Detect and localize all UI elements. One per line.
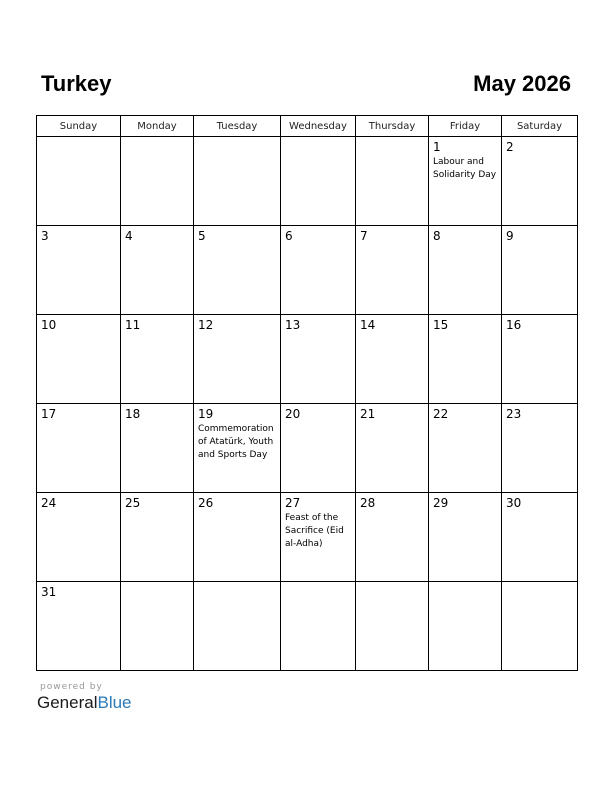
day-cell xyxy=(429,315,502,404)
day-cell xyxy=(194,404,281,493)
day-cell xyxy=(502,493,578,582)
day-number: 5 xyxy=(198,229,206,243)
weekday-header: Friday xyxy=(429,116,502,137)
day-number: 27 xyxy=(285,496,301,510)
calendar-grid xyxy=(36,115,578,671)
day-number: 15 xyxy=(433,318,449,332)
day-number: 19 xyxy=(198,407,214,421)
holiday-label xyxy=(429,511,501,512)
day-cell xyxy=(194,315,281,404)
day-cell xyxy=(429,582,502,671)
holiday-label xyxy=(194,333,280,334)
holiday-label xyxy=(194,511,280,512)
holiday-label xyxy=(194,140,280,141)
day-cell xyxy=(281,315,356,404)
brand-name-part1: General xyxy=(37,693,98,712)
day-cell xyxy=(121,137,194,226)
day-number: 16 xyxy=(506,318,522,332)
week-row xyxy=(37,226,578,315)
week-row xyxy=(37,137,578,226)
holiday-label xyxy=(37,333,120,334)
holiday-label xyxy=(281,333,355,334)
day-cell xyxy=(429,226,502,315)
day-number: 13 xyxy=(285,318,301,332)
holiday-label xyxy=(356,244,428,245)
holiday-label xyxy=(429,585,501,586)
day-cell xyxy=(502,582,578,671)
holiday-label xyxy=(281,585,355,586)
day-number: 25 xyxy=(125,496,141,510)
day-number: 8 xyxy=(433,229,441,243)
day-number: 14 xyxy=(360,318,376,332)
holiday-label xyxy=(502,244,577,245)
holiday-label xyxy=(502,422,577,423)
day-cell xyxy=(37,582,121,671)
holiday-label xyxy=(121,511,193,512)
holiday-label xyxy=(429,422,501,423)
day-cell xyxy=(121,226,194,315)
weekday-header: Tuesday xyxy=(194,116,281,137)
day-number: 21 xyxy=(360,407,376,421)
day-number: 1 xyxy=(433,140,441,154)
day-number: 4 xyxy=(125,229,133,243)
day-number: 23 xyxy=(506,407,522,421)
holiday-label xyxy=(502,585,577,586)
holiday-label xyxy=(356,422,428,423)
holiday-label xyxy=(502,511,577,512)
week-row xyxy=(37,582,578,671)
weekday-header: Monday xyxy=(121,116,194,137)
day-number: 24 xyxy=(41,496,57,510)
day-number: 28 xyxy=(360,496,376,510)
day-cell xyxy=(502,315,578,404)
holiday-label xyxy=(194,585,280,586)
day-cell xyxy=(281,404,356,493)
holiday-label xyxy=(37,511,120,512)
holiday-label xyxy=(502,333,577,334)
brand-name-part2: Blue xyxy=(97,693,132,712)
day-cell xyxy=(356,404,429,493)
day-cell xyxy=(281,493,356,582)
day-cell xyxy=(502,404,578,493)
holiday-label xyxy=(121,244,193,245)
holiday-label xyxy=(121,333,193,334)
holiday-label: Labour and Solidarity Day xyxy=(433,157,497,180)
day-cell xyxy=(37,404,121,493)
week-row xyxy=(37,404,578,493)
day-cell xyxy=(356,315,429,404)
day-number: 2 xyxy=(506,140,514,154)
holiday-label xyxy=(356,511,428,512)
holiday-label: Feast of the Sacrifice (Eid al-Adha) xyxy=(285,513,344,549)
day-number: 10 xyxy=(41,318,57,332)
day-cell xyxy=(281,226,356,315)
day-cell xyxy=(121,493,194,582)
weekday-header: Sunday xyxy=(37,116,121,137)
holiday-label xyxy=(281,244,355,245)
weekday-header: Wednesday xyxy=(281,116,356,137)
day-cell xyxy=(37,315,121,404)
holiday-label xyxy=(37,422,120,423)
holiday-label xyxy=(281,422,355,423)
day-cell xyxy=(121,315,194,404)
holiday-label xyxy=(356,333,428,334)
day-cell xyxy=(356,493,429,582)
day-number: 29 xyxy=(433,496,449,510)
holiday-label xyxy=(502,155,577,156)
day-cell xyxy=(429,493,502,582)
month-title: May 2026 xyxy=(473,71,571,96)
holiday-label xyxy=(37,140,120,141)
day-number: 30 xyxy=(506,496,522,510)
day-cell xyxy=(194,226,281,315)
country-title: Turkey xyxy=(41,71,112,96)
day-number: 9 xyxy=(506,229,514,243)
day-number: 22 xyxy=(433,407,449,421)
holiday-label xyxy=(356,140,428,141)
day-cell xyxy=(356,226,429,315)
day-number: 11 xyxy=(125,318,141,332)
day-number: 17 xyxy=(41,407,57,421)
holiday-label xyxy=(194,244,280,245)
powered-by-text: powered by xyxy=(40,682,103,692)
day-number: 20 xyxy=(285,407,301,421)
day-cell xyxy=(121,582,194,671)
day-cell xyxy=(502,226,578,315)
day-cell xyxy=(281,582,356,671)
day-cell xyxy=(37,493,121,582)
day-number: 3 xyxy=(41,229,49,243)
day-cell xyxy=(37,226,121,315)
day-number: 6 xyxy=(285,229,293,243)
day-cell xyxy=(194,137,281,226)
week-row xyxy=(37,315,578,404)
holiday-label xyxy=(429,244,501,245)
day-cell xyxy=(194,582,281,671)
day-cell xyxy=(356,582,429,671)
day-number: 31 xyxy=(41,585,57,599)
day-cell xyxy=(37,137,121,226)
holiday-label: Commemoration of Atatürk, Youth and Sports Day xyxy=(198,424,274,460)
day-cell xyxy=(121,404,194,493)
day-cell xyxy=(502,137,578,226)
day-cell xyxy=(281,137,356,226)
holiday-label xyxy=(356,585,428,586)
day-number: 26 xyxy=(198,496,214,510)
holiday-label xyxy=(281,140,355,141)
day-number: 12 xyxy=(198,318,214,332)
holiday-label xyxy=(121,422,193,423)
holiday-label xyxy=(121,140,193,141)
weekday-header-row xyxy=(37,116,578,137)
day-number: 18 xyxy=(125,407,141,421)
brand-logo[interactable] xyxy=(37,693,132,713)
holiday-label xyxy=(37,600,120,601)
day-number: 7 xyxy=(360,229,368,243)
holiday-label xyxy=(121,585,193,586)
weekday-header: Saturday xyxy=(502,116,578,137)
day-cell xyxy=(356,137,429,226)
holiday-label xyxy=(37,244,120,245)
day-cell xyxy=(429,137,502,226)
day-cell xyxy=(194,493,281,582)
weekday-header: Thursday xyxy=(356,116,429,137)
day-cell xyxy=(429,404,502,493)
holiday-label xyxy=(429,333,501,334)
week-row xyxy=(37,493,578,582)
